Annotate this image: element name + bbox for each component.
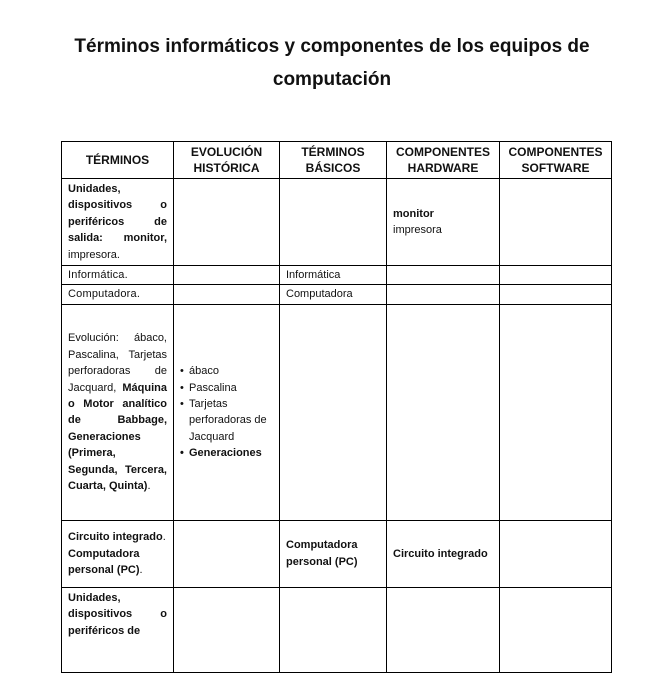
cell-hardware [387,266,500,285]
cell-software [500,266,612,285]
cell-term-circuito: Circuito integrado. Computadora personal (PC). [62,520,174,587]
list-item: • Tarjetas perforadoras de Jacquard [180,396,273,445]
page-title [40,30,624,96]
list-item: • Generaciones [180,445,273,461]
cell-term-computadora: Computadora. [62,285,174,304]
page-title-line-2: computación [272,69,392,90]
cell-software [500,179,612,266]
cell-hardware [387,285,500,304]
cell-term-unidades: Unidades, dispositivos o periféricos de salida: monitor, impresora. [62,179,174,266]
cell-basico-computadora: Computadora [280,285,387,304]
cell-software [500,520,612,587]
list-item: • Pascalina [180,380,273,396]
cell-term-unidades-2: Unidades, dispositivos o periféricos de [62,587,174,672]
cell-evolucion-list [174,304,280,520]
terms-table [61,141,612,673]
cell-basico-informatica: Informática [280,266,387,285]
evolucion-list [180,363,273,461]
cell-software [500,304,612,520]
table-header-row [62,142,612,179]
table-row [62,285,612,304]
cell-hardware-monitor: monitor impresora [387,179,500,266]
cell-hardware [387,304,500,520]
header-terminos-basicos: TÉRMINOS BÁSICOS [280,142,387,179]
cell-basicos [280,179,387,266]
cell-hardware-circuito: Circuito integrado [387,520,500,587]
table-row [62,179,612,266]
page-title-line-1: Términos informáticos y componentes de los equipos de [74,36,590,57]
table-row [62,266,612,285]
cell-term-informatica: Informática. [62,266,174,285]
cell-evolucion [174,179,280,266]
list-item: • ábaco [180,363,273,379]
cell-evolucion [174,266,280,285]
cell-basicos [280,304,387,520]
header-terminos: TÉRMINOS [62,142,174,179]
header-evolucion-historica: EVOLUCIÓN HISTÓRICA [174,142,280,179]
cell-term-evolucion: Evolución: ábaco, Pascalina, Tarjetas perforadoras de Jacquard, Máquina o Motor analítico de Babbage, Generaciones (Primera, Segunda, Tercera, Cuarta, Quinta). [62,304,174,520]
cell-software [500,285,612,304]
cell-evolucion [174,520,280,587]
header-componentes-software: COMPONENTES SOFTWARE [500,142,612,179]
table-row [62,304,612,520]
table-row [62,520,612,587]
cell-evolucion [174,285,280,304]
cell-basico-pc: Computadora personal (PC) [280,520,387,587]
header-componentes-hardware: COMPONENTES HARDWARE [387,142,500,179]
